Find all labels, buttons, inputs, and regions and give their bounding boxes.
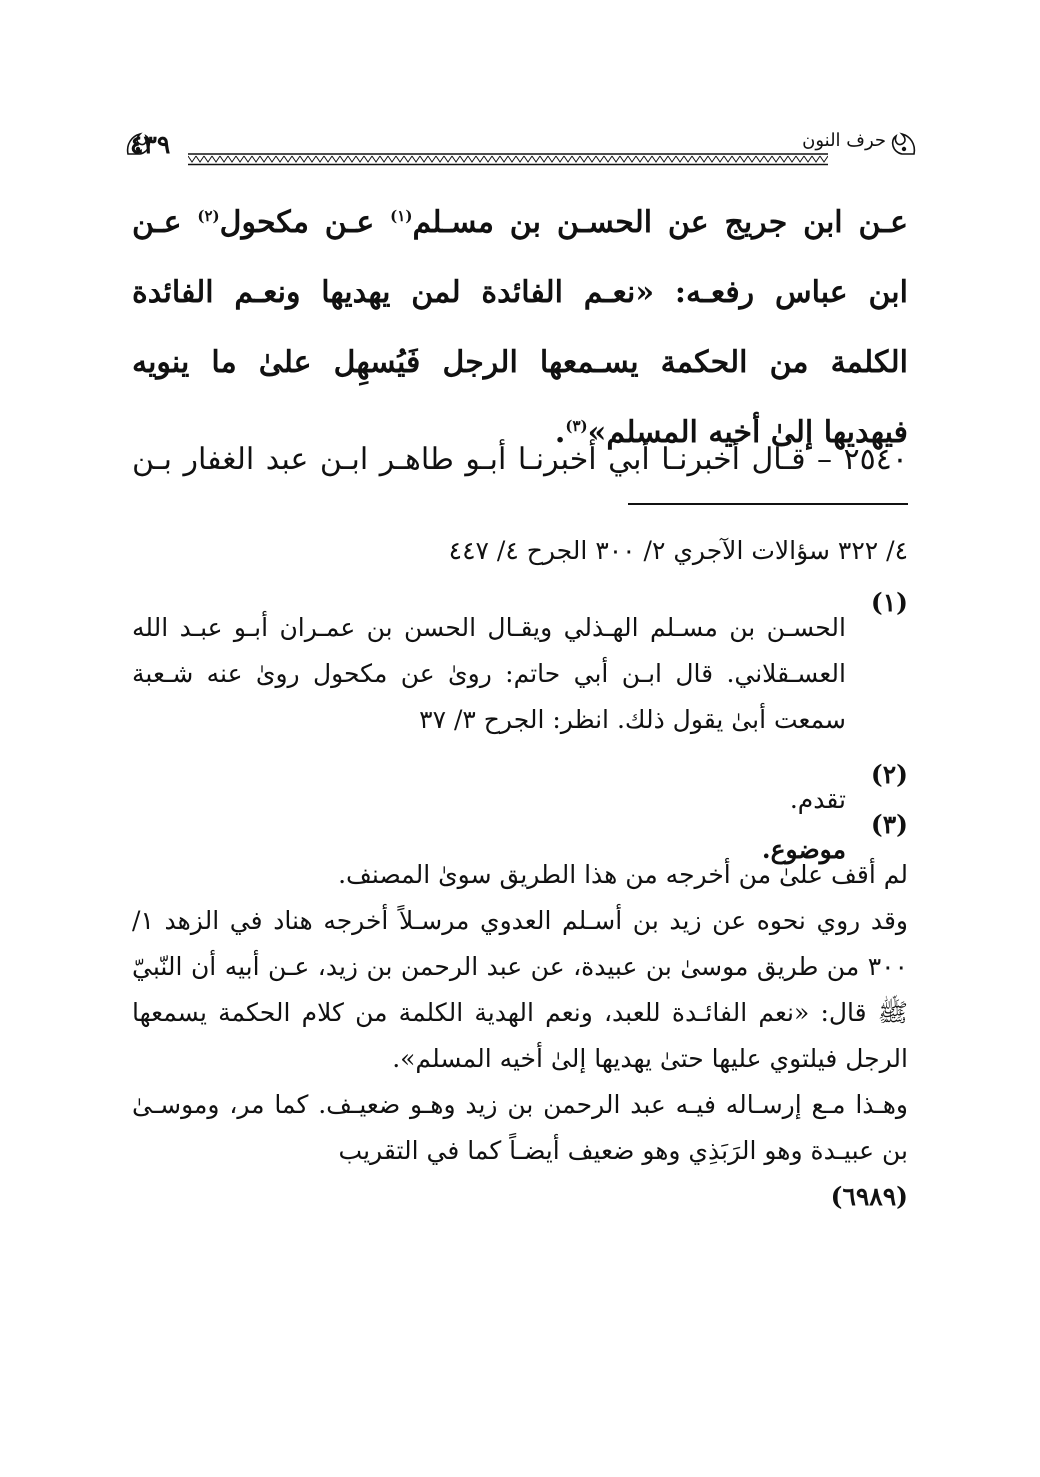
- footnote-text: تقدم.: [789, 785, 846, 814]
- text-segment: .: [554, 415, 566, 450]
- footnote-number: (٢): [870, 760, 908, 789]
- text-segment: عـن مكحول: [219, 205, 391, 240]
- footnote-continuation: ٤/ ٣٢٢ سؤالات الآجري ٢/ ٣٠٠ الجرح ٤/ ٤٤٧: [448, 536, 908, 565]
- footnote-paragraph-end: [132, 1174, 908, 1220]
- footnote-paragraph: وهـذا مـع إرسـاله فيـه عبد الرحمن بن زيد وهـو ضعيـف. كما مر، وموسـىٰ بن عبيـدة وهو الرَبَذِي وهو ضعيف أيضـاً كما في التقريب: [132, 1090, 908, 1165]
- running-header: [130, 130, 908, 172]
- text-segment: عـن ابن عباس رفعـه: «نعـم الفائدة لمن يهديها ونعـم الفائدة الكلمة من الحكمة يسـمعها الرجل فَيُسهِل علىٰ ما ينويه فيهديها إلىٰ أخيه المسلم»: [132, 205, 908, 450]
- footnote-ref-1: (١): [390, 207, 413, 225]
- footnote-1: [132, 580, 908, 768]
- footnote-number: (١): [870, 588, 908, 617]
- page-number: ٤٣٩: [130, 130, 171, 159]
- footnote-text: الحسـن بن مسـلم الهـذلي ويقـال الحسن بن عمـران أبـو عبـد الله العسـقلاني. قال ابـن أبي حاتم: روىٰ عن مكحول روىٰ عنه شـعبة سمعت أبىٰ يقول ذلك. انظر: الجرح ٣/ ٣٧: [132, 613, 846, 734]
- text-segment: عـن ابن جريج عن الحسـن بن مسـلم: [412, 205, 908, 240]
- footnote-text: موضوع.: [761, 835, 846, 864]
- footnote-separator: [628, 503, 908, 505]
- hadith-2540: ٢٥٤٠ – قـال أخبرنـا أبي أخبرنـا أبـو طاهـر ابـن عبد الغفار بـن: [132, 442, 908, 477]
- footnote-ref-2: (٢): [197, 207, 220, 225]
- section-title: حرف النون: [802, 130, 886, 151]
- footnote-paragraph: وقد روي نحوه عن زيد بن أسـلم العدوي مرسـلاً أخرجه هناد في الزهد ١/ ٣٠٠ من طريق موسىٰ بن عبيدة، عن عبد الرحمن بن زيد، عـن أبيه أن النّبيّ ﷺ قال: «نعم الفائـدة للعبد، ونعم الهدية الكلمة من كلام الحكمة يسمعها الرجل فيلتوي عليها حتىٰ يهديها إلىٰ أخيه المسلم».: [132, 906, 908, 1073]
- header-decorative-rule: [188, 152, 828, 166]
- footnote-3-body: [132, 852, 908, 1220]
- footnote-paragraph: لم أقف علىٰ من أخرجه من هذا الطريق سوىٰ المصنف.: [338, 860, 908, 889]
- taqrib-number: (٦٩٨٩): [830, 1182, 908, 1211]
- footnote-ref-3: (٣): [565, 417, 588, 435]
- footnote-number: (٣): [870, 810, 908, 839]
- ornament-right-icon: [890, 130, 918, 158]
